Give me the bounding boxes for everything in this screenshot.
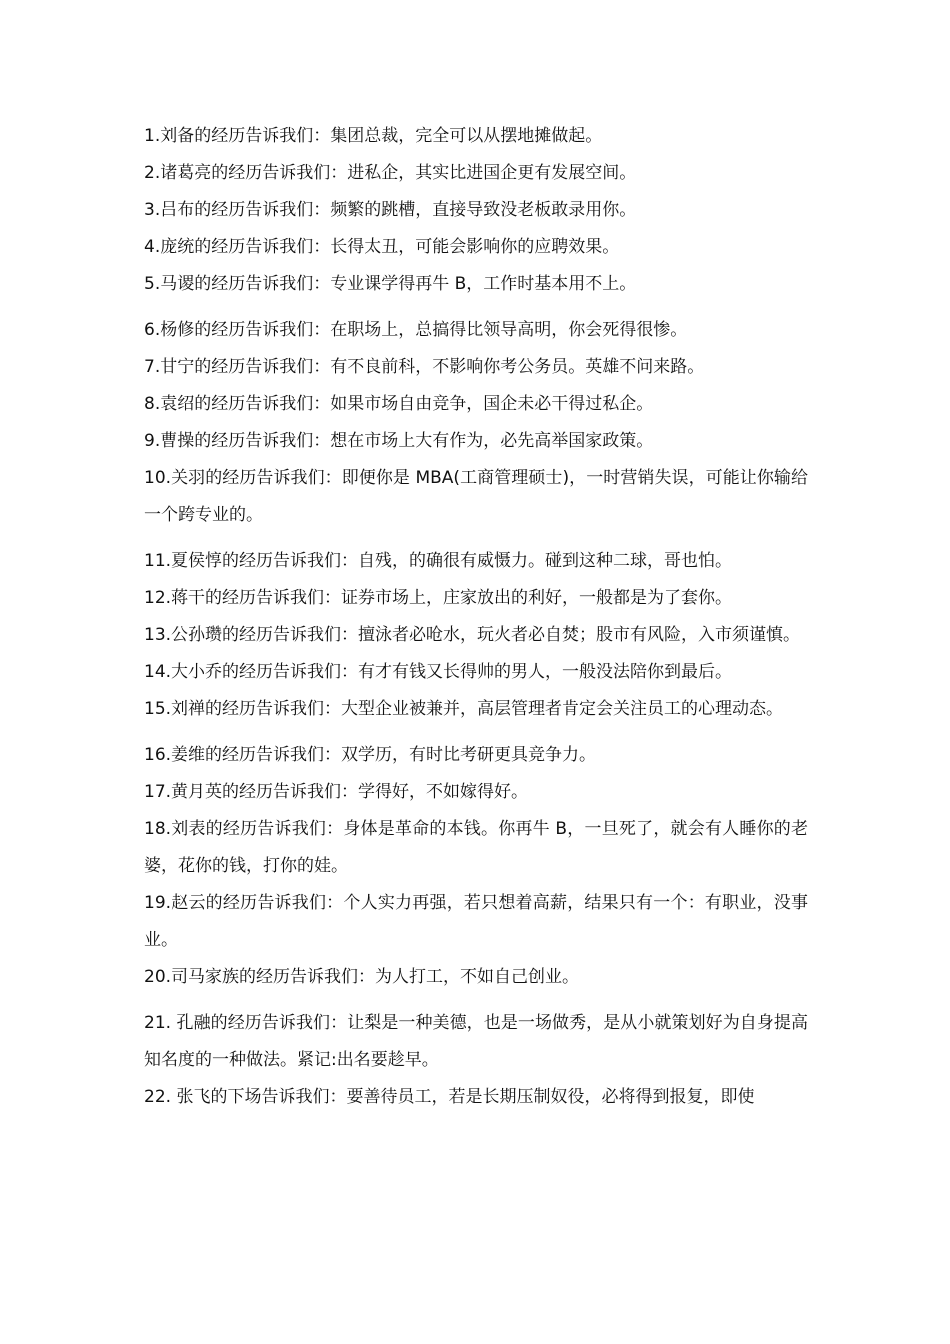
list-item: 15.刘禅的经历告诉我们：大型企业被兼并，高层管理者肯定会关注员工的心理动态。 — [144, 699, 784, 719]
list-item: 6.杨修的经历告诉我们：在职场上，总搞得比领导高明，你会死得很惨。 — [144, 320, 688, 340]
list-item: 12.蒋干的经历告诉我们：证券市场上，庄家放出的利好，一般都是为了套你。 — [144, 588, 733, 608]
list-item: 20.司马家族的经历告诉我们：为人打工，不如自己创业。 — [144, 967, 580, 987]
list-item: 17.黄月英的经历告诉我们：学得好，不如嫁得好。 — [144, 782, 529, 802]
list-item: 22. 张飞的下场告诉我们：要善待员工，若是长期压制奴役，必将得到报复，即使 — [144, 1087, 755, 1107]
list-item: 8.袁绍的经历告诉我们：如果市场自由竞争，国企未必干得过私企。 — [144, 394, 654, 414]
list-item: 7.甘宁的经历告诉我们：有不良前科，不影响你考公务员。英雄不问来路。 — [144, 357, 705, 377]
list-item: 13.公孙瓒的经历告诉我们：擅泳者必呛水，玩火者必自焚；股市有风险，入市须谨慎。 — [144, 625, 801, 645]
list-item: 2.诸葛亮的经历告诉我们：进私企，其实比进国企更有发展空间。 — [144, 163, 637, 183]
list-item: 21. 孔融的经历告诉我们：让梨是一种美德，也是一场做秀，是从小就策划好为自身提高知名度的一种做法。紧记:出名要趁早。 — [144, 1013, 808, 1070]
list-item: 11.夏侯惇的经历告诉我们：自残，的确很有威慑力。碰到这种二球，哥也怕。 — [144, 551, 733, 571]
list-item: 19.赵云的经历告诉我们：个人实力再强，若只想着高薪，结果只有一个：有职业，没事业。 — [144, 893, 808, 950]
list-item: 1.刘备的经历告诉我们：集团总裁，完全可以从摆地摊做起。 — [144, 126, 603, 146]
list-item: 4.庞统的经历告诉我们：长得太丑，可能会影响你的应聘效果。 — [144, 237, 620, 257]
list-item: 5.马谡的经历告诉我们：专业课学得再牛 B，工作时基本用不上。 — [144, 274, 637, 294]
document-body — [144, 118, 808, 1116]
list-item: 18.刘表的经历告诉我们：身体是革命的本钱。你再牛 B，一旦死了，就会有人睡你的老婆，花你的钱，打你的娃。 — [144, 819, 808, 876]
list-item: 16.姜维的经历告诉我们：双学历，有时比考研更具竞争力。 — [144, 745, 597, 765]
list-item: 3.吕布的经历告诉我们：频繁的跳槽，直接导致没老板敢录用你。 — [144, 200, 637, 220]
list-item: 10.关羽的经历告诉我们：即便你是 MBA(工商管理硕士)，一时营销失误，可能让你输给一个跨专业的。 — [144, 468, 808, 525]
list-item: 9.曹操的经历告诉我们：想在市场上大有作为，必先高举国家政策。 — [144, 431, 654, 451]
list-item: 14.大小乔的经历告诉我们：有才有钱又长得帅的男人，一般没法陪你到最后。 — [144, 662, 733, 682]
